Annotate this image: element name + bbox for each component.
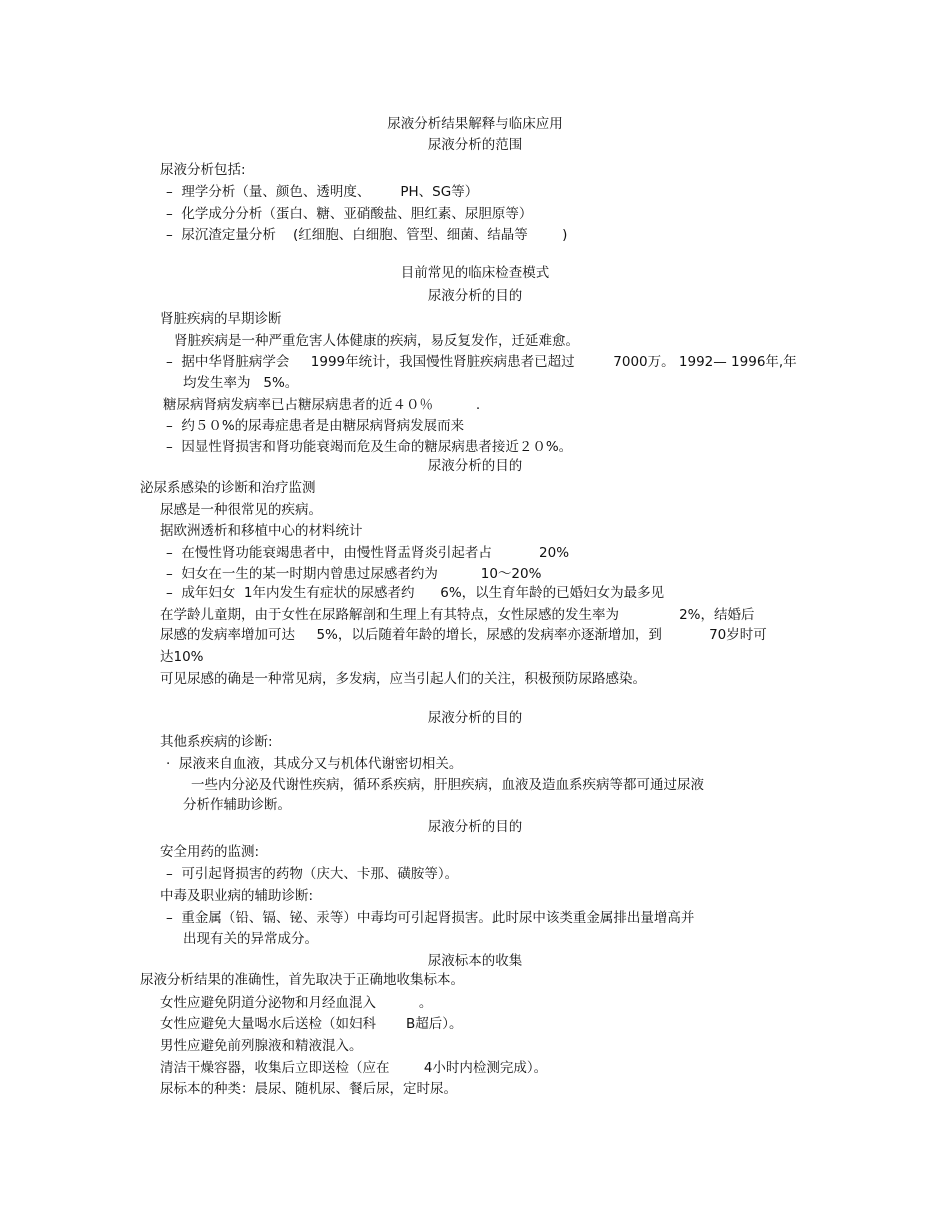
section-heading-clinical-mode: 目前常见的临床检查模式 bbox=[400, 265, 550, 281]
subheading-poisoning: 中毒及职业病的辅助诊断: bbox=[160, 888, 314, 904]
paragraph: 在学龄儿童期，由于女性在尿路解剖和生理上有其特点，女性尿感的发生率为 2%，结婚后 bbox=[160, 607, 755, 623]
section-heading-scope: 尿液分析的范围 bbox=[427, 137, 523, 153]
bullet-item: – 重金属（铅、镉、铋、汞等）中毒均可引起肾损害。此时尿中该类重金属排出量增高并 bbox=[166, 910, 695, 926]
subheading-drug-monitoring: 安全用药的监测: bbox=[160, 844, 260, 860]
paragraph: 尿液分析结果的准确性，首先取决于正确地收集标本。 bbox=[140, 972, 464, 988]
paragraph: 女性应避免阴道分泌物和月经血混入 。 bbox=[160, 995, 433, 1011]
document-title: 尿液分析结果解释与临床应用 bbox=[387, 116, 563, 132]
section-heading-collection: 尿液标本的收集 bbox=[427, 953, 523, 969]
paragraph-continuation: 达10% bbox=[160, 649, 204, 665]
section-heading-purpose: 尿液分析的目的 bbox=[427, 458, 523, 474]
paragraph-continuation: 尿感的发病率增加可达 5%，以后随着年龄的增长，尿感的发病率亦逐渐增加，到 70岁时可 bbox=[160, 627, 767, 643]
section-heading-purpose: 尿液分析的目的 bbox=[427, 819, 523, 835]
subheading-uti: 泌尿系感染的诊断和治疗监测 bbox=[140, 480, 316, 496]
scope-item: – 化学成分分析（蛋白、糖、亚硝酸盐、胆红素、尿胆原等） bbox=[166, 206, 533, 222]
bullet-continuation: 出现有关的异常成分。 bbox=[183, 931, 318, 947]
paragraph: 男性应避免前列腺液和精液混入。 bbox=[160, 1038, 363, 1054]
scope-item: – 理学分析（量、颜色、透明度、 PH、SG等） bbox=[166, 184, 479, 200]
paragraph: 肾脏疾病是一种严重危害人体健康的疾病，易反复发作，迁延难愈。 bbox=[174, 333, 579, 349]
subheading-other-systems: 其他系疾病的诊断: bbox=[160, 734, 273, 750]
paragraph: 尿感是一种很常见的疾病。 bbox=[160, 502, 322, 518]
paragraph: 女性应避免大量喝水后送检（如妇科 B超后）。 bbox=[160, 1016, 463, 1032]
bullet-item: – 约５０%的尿毒症患者是由糖尿病肾病发展而来 bbox=[166, 418, 465, 434]
paragraph: 一些内分泌及代谢性疾病，循环系疾病，肝胆疾病，血液及造血系疾病等都可通过尿液 bbox=[191, 777, 704, 793]
bullet-item: · 尿液来自血液，其成分又与机体代谢密切相关。 bbox=[166, 756, 463, 772]
bullet-item: – 因显性肾损害和肾功能衰竭而危及生命的糖尿病患者接近２０%。 bbox=[166, 439, 573, 455]
bullet-item: – 妇女在一生的某一时期内曾患过尿感者约为 10～20% bbox=[166, 566, 542, 582]
paragraph: 清洁干燥容器，收集后立即送检（应在 4小时内检测完成）。 bbox=[160, 1060, 548, 1076]
paragraph: 尿标本的种类：晨尿、随机尿、餐后尿，定时尿。 bbox=[160, 1081, 457, 1097]
section-heading-purpose: 尿液分析的目的 bbox=[427, 710, 523, 726]
bullet-item: – 成年妇女 1年内发生有症状的尿感者约 6%，以生育年龄的已婚妇女为最多见 bbox=[166, 585, 665, 601]
bullet-continuation: 均发生率为 5%。 bbox=[183, 375, 299, 391]
section-heading-purpose: 尿液分析的目的 bbox=[427, 288, 523, 304]
bullet-item: – 可引起肾损害的药物（庆大、卡那、磺胺等）。 bbox=[166, 866, 459, 882]
paragraph: 糖尿病肾病发病率已占糖尿病患者的近４０％ . bbox=[163, 397, 481, 413]
scope-item: – 尿沉渣定量分析 (红细胞、白细胞、管型、细菌、结晶等 ) bbox=[166, 227, 568, 243]
subheading-kidney: 肾脏疾病的早期诊断 bbox=[160, 311, 282, 327]
bullet-item: – 据中华肾脏病学会 1999年统计，我国慢性肾脏疾病患者已超过 7000万。 1992— 1996年,年 bbox=[166, 354, 797, 370]
paragraph: 据欧洲透析和移植中心的材料统计 bbox=[160, 523, 363, 539]
bullet-item: – 在慢性肾功能衰竭患者中，由慢性肾盂肾炎引起者占 20% bbox=[166, 545, 570, 561]
scope-intro: 尿液分析包括: bbox=[160, 162, 246, 178]
paragraph-continuation: 分析作辅助诊断。 bbox=[183, 797, 291, 813]
paragraph: 可见尿感的确是一种常见病，多发病，应当引起人们的关注，积极预防尿路感染。 bbox=[160, 671, 646, 687]
